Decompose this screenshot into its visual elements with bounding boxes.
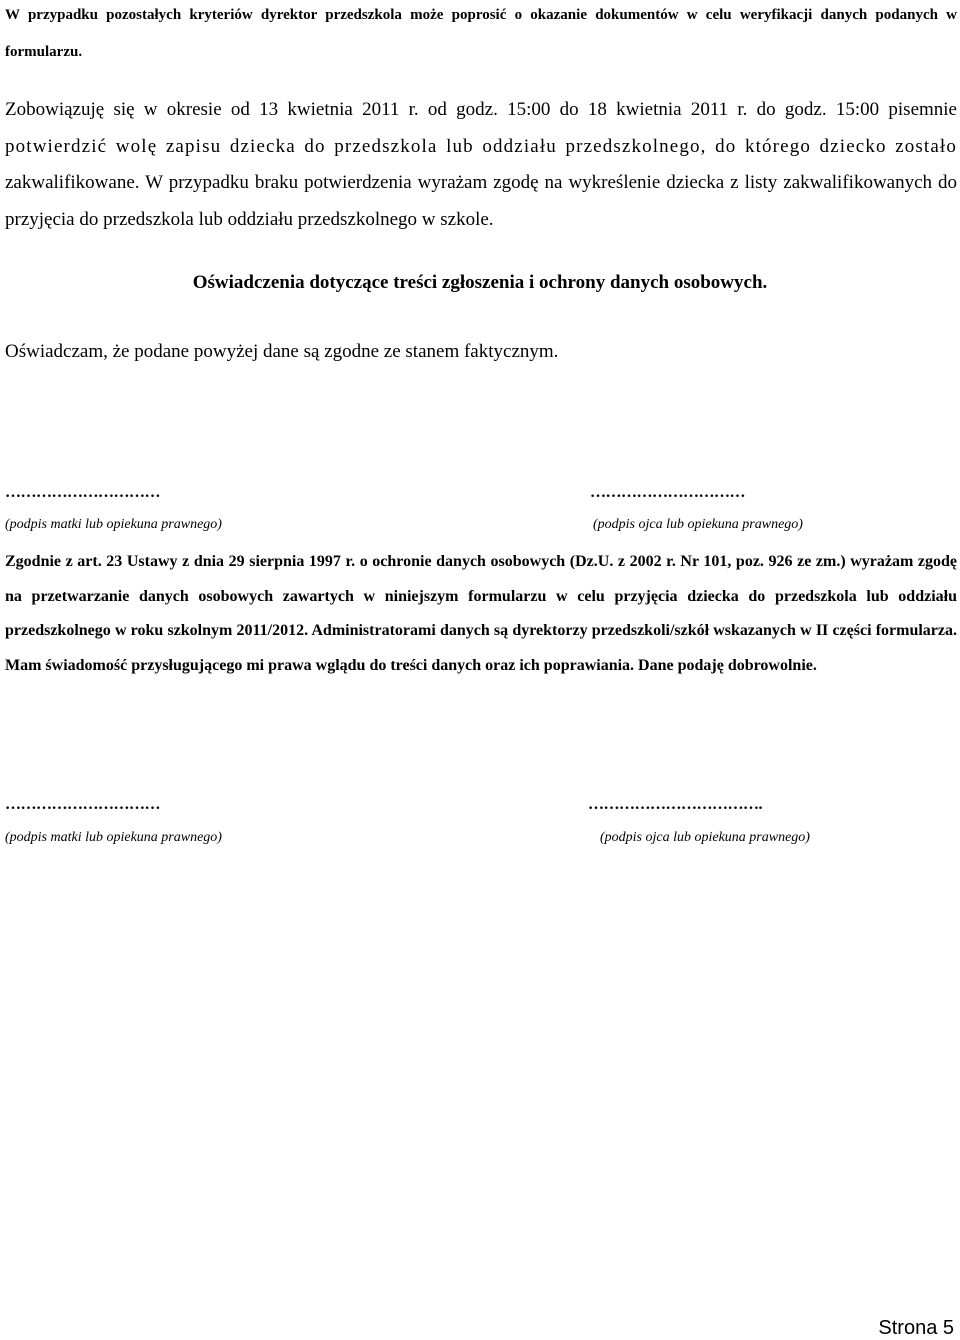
confirmation-line-3: zakwalifikowane. W przypadku braku potwierdzenia wyrażam zgodę na wykreślenie dziecka z listy zakwalifikowanych do przyjęcia do przedszkola lub oddziału przedszkolnego w szkole. [5, 172, 957, 230]
father-signature-line-2: ……………………………. [588, 796, 762, 813]
mother-signature-line-2: ………………………… [5, 796, 160, 813]
father-signature-label: (podpis ojca lub opiekuna prawnego) [593, 517, 803, 532]
mother-signature-label-2: (podpis matki lub opiekuna prawnego) [5, 830, 222, 845]
father-signature-label-2: (podpis ojca lub opiekuna prawnego) [600, 830, 810, 845]
page-number: Strona 5 [878, 1317, 954, 1339]
confirmation-line-2: potwierdzić wolę zapisu dziecka do przedszkola lub oddziału przedszkolnego, do którego dziecko zostało [5, 135, 957, 157]
father-signature-line: ………………………… [590, 484, 745, 501]
mother-signature-label: (podpis matki lub opiekuna prawnego) [5, 517, 222, 532]
criteria-note: W przypadku pozostałych kryteriów dyrektor przedszkola może poprosić o okazanie dokumentów w celu weryfikacji danych podanych w formularzu. [5, 7, 957, 60]
declaration-text: Oświadczam, że podane powyżej dane są zgodne ze stanem faktycznym. [5, 341, 559, 362]
confirmation-line-1: Zobowiązuję się w okresie od 13 kwietnia 2011 r. od godz. 15:00 do 18 kwietnia 2011 r. do godz. 15:00 pisemnie [5, 99, 957, 120]
mother-signature-line: ………………………… [5, 484, 160, 501]
confirmation-paragraph [5, 92, 957, 238]
data-consent-paragraph: Zgodnie z art. 23 Ustawy z dnia 29 sierpnia 1997 r. o ochronie danych osobowych (Dz.U. z 2002 r. Nr 101, poz. 926 ze zm.) wyrażam zgodę na przetwarzanie danych osobowych zawartych w niniejszym formularzu w celu przyjęcia dziecka do przedszkola lub oddziału przedszkolnego w roku szkolnym 2011/2012. Administratorami danych są dyrektorzy przedszkoli/szkół wskazanych w II części formularza. Mam świadomość przysługującego mi prawa wglądu do treści danych oraz ich poprawiania. Dane podaję dobrowolnie. [5, 553, 957, 674]
section-heading: Oświadczenia dotyczące treści zgłoszenia i ochrony danych osobowych. [192, 272, 768, 293]
